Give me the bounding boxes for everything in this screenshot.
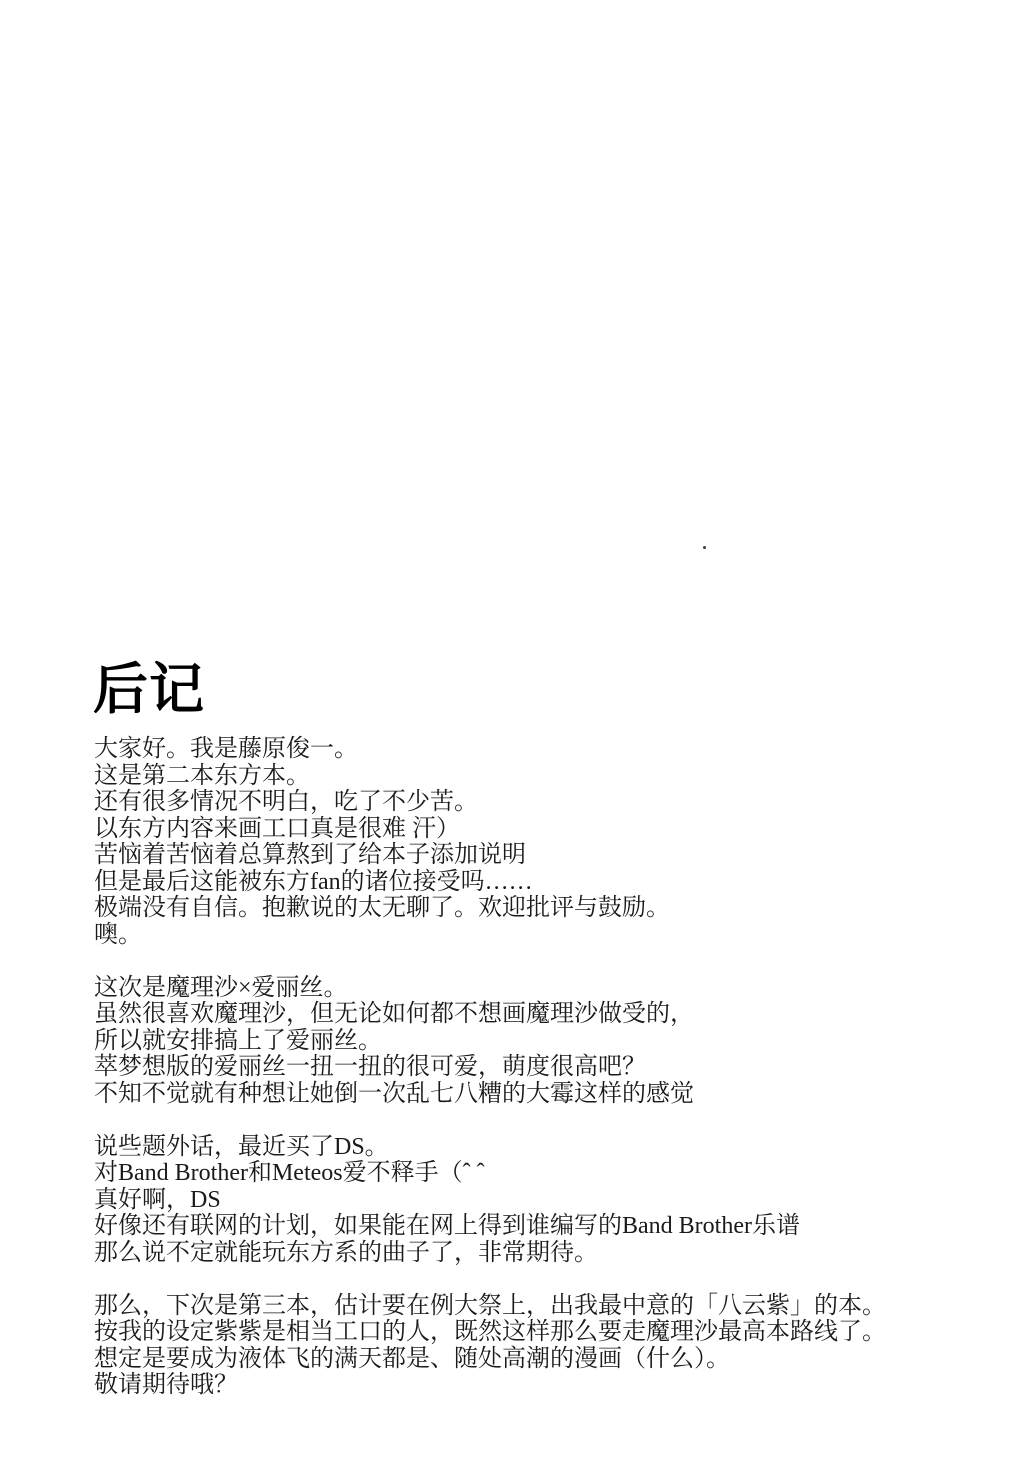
text-line: 极端没有自信。抱歉说的太无聊了。欢迎批评与鼓励。 [94,895,670,921]
text-line: 苦恼着苦恼着总算熬到了给本子添加说明 [94,842,526,868]
text-line: 按我的设定紫紫是相当工口的人，既然这样那么要走魔理沙最高本路线了。 [94,1319,886,1345]
text-line: 好像还有联网的计划，如果能在网上得到谁编写的Band Brother乐谱 [94,1213,800,1239]
paragraph [94,1134,954,1267]
text-line: 所以就安排搞上了爱丽丝。 [94,1027,382,1054]
text-line: 敬请期待哦？ [94,1372,238,1398]
text-line: 以东方内容来画工口真是很难 汗） [94,815,460,842]
afterword-body [94,736,954,1399]
paragraph [94,975,954,1108]
text-line: 噢。 [94,921,142,948]
text-line: 虽然很喜欢魔理沙，但无论如何都不想画魔理沙做受的， [94,1001,694,1027]
text-line: 真好啊，DS [94,1186,221,1213]
text-line: 对Band Brother和Meteos爱不释手（ˆ ˆ [94,1160,485,1186]
text-line: 那么，下次是第三本，估计要在例大祭上，出我最中意的「八云紫」的本。 [94,1292,886,1319]
text-line: 萃梦想版的爱丽丝一扭一扭的很可爱，萌度很高吧？ [94,1054,646,1080]
text-line: 说些题外话，最近买了DS。 [94,1133,389,1160]
paragraph [94,1293,954,1399]
text-line: 这次是魔理沙×爱丽丝。 [94,974,348,1001]
text-line: 但是最后这能被东方fan的诸位接受吗…… [94,868,533,895]
text-line: 不知不觉就有种想让她倒一次乱七八糟的大霉这样的感觉 [94,1080,694,1107]
text-line: 想定是要成为液体飞的满天都是、随处高潮的漫画（什么）。 [94,1345,730,1372]
text-line: 还有很多情况不明白，吃了不少苦。 [94,789,478,815]
text-line: 这是第二本东方本。 [94,762,310,789]
stray-ink-mark [703,546,706,549]
page-title: 后记 [93,659,206,720]
text-line: 大家好。我是藤原俊一。 [94,736,358,762]
text-line: 那么说不定就能玩东方系的曲子了，非常期待。 [94,1239,598,1266]
paragraph [94,736,954,948]
